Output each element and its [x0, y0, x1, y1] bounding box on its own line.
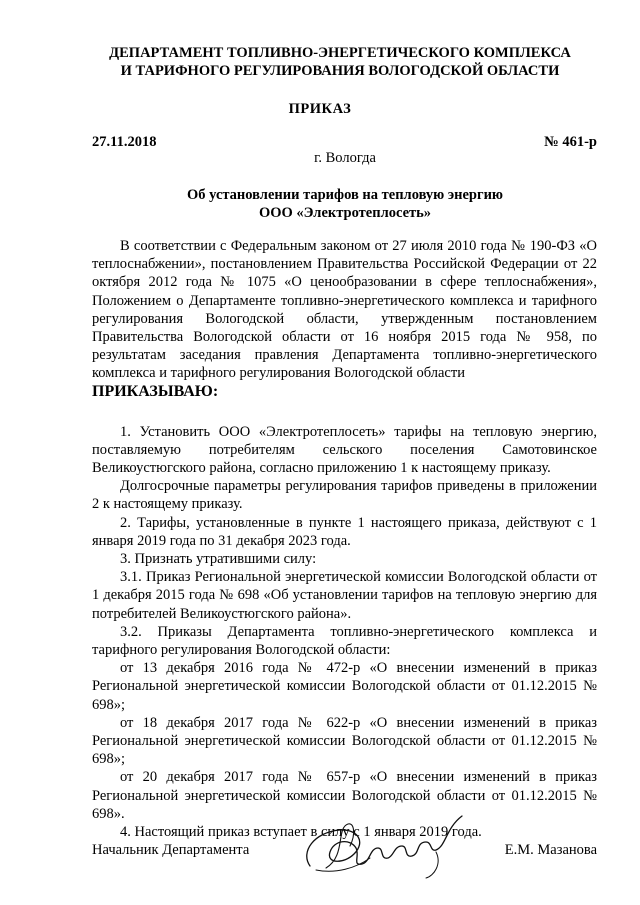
preamble-paragraph: В соответствии с Федеральным законом от 27 июля 2010 года № 190-ФЗ «О теплоснабжении», постановлением Правительства Российской Федерации от 22 октября 2012 года № 1075 «О ценообразовании в сфере теплоснабжения», Положением о Департаменте топливно-энергетического комплекса и тарифного регулирования Вологодской области, утвержденным постановлением Правительства Вологодской области от 16 ноября 2015 года № 958, по результатам заседания правления Департамента топливно-энергетического комплекса и тарифного регулирования Вологодской области	[92, 238, 597, 382]
order-date: 27.11.2018	[92, 134, 157, 150]
paragraph-9: от 20 декабря 2017 года № 657-р «О внесении изменений в приказ Региональной энергетической комиссии Вологодской области от 01.12.2015 № 698».	[92, 769, 597, 822]
paragraph-8: от 18 декабря 2017 года № 622-р «О внесении изменений в приказ Региональной энергетической комиссии Вологодской области от 01.12.2015 № 698»;	[92, 714, 597, 768]
order-title: ПРИКАЗ	[288, 101, 352, 117]
paragraph-1: 1. Установить ООО «Электротеплосеть» тарифы на тепловую энергию, поставляемую потребителям сельского поселения Самотовинское Великоустюгского района, согласно приложению 1 к настоящему приказу.	[92, 423, 597, 477]
order-subject-line-1: Об установлении тарифов на тепловую энергию	[186, 187, 504, 203]
order-subject-line-2: ООО «Электротеплосеть»	[258, 205, 432, 221]
department-header-line-2: И ТАРИФНОГО РЕГУЛИРОВАНИЯ ВОЛОГОДСКОЙ ОБЛАСТИ	[120, 63, 560, 79]
paragraph-5: 3.1. Приказ Региональной энергетической комиссии Вологодской области от 1 декабря 2015 года № 698 «Об установлении тарифов на тепловую энергию для потребителей Великоустюгского района».	[92, 569, 597, 622]
department-header-line-1: ДЕПАРТАМЕНТ ТОПЛИВНО-ЭНЕРГЕТИЧЕСКОГО КОМПЛЕКСА	[109, 45, 571, 61]
order-body	[92, 237, 597, 841]
paragraph-6: 3.2. Приказы Департамента топливно-энергетического комплекса и тарифного регулирования Вологодской области:	[92, 623, 597, 659]
paragraph-10: 4. Настоящий приказ вступает в силу с 1 января 2019 года.	[120, 824, 482, 841]
department-header	[70, 44, 610, 80]
signatory-name: Е.М. Мазанова	[504, 842, 597, 858]
paragraph-4: 3. Признать утратившими силу:	[120, 551, 317, 568]
order-number: № 461-р	[544, 134, 597, 150]
signatory-position: Начальник Департамента	[92, 842, 250, 858]
paragraph-3: 2. Тарифы, установленные в пункте 1 настоящего приказа, действуют с 1 января 2019 года по 31 декабря 2023 года.	[92, 514, 597, 549]
decree-word: ПРИКАЗЫВАЮ:	[92, 382, 219, 400]
order-city: г. Вологда	[314, 150, 376, 166]
paragraph-7: от 13 декабря 2016 года № 472-р «О внесении изменений в приказ Региональной энергетической комиссии Вологодской области от 01.12.2015 № 698»;	[92, 660, 597, 713]
handwritten-signature	[296, 808, 472, 880]
paragraph-2: Долгосрочные параметры регулирования тарифов приведены в приложении 2 к настоящему приказу.	[92, 478, 597, 513]
order-subject	[0, 186, 640, 222]
